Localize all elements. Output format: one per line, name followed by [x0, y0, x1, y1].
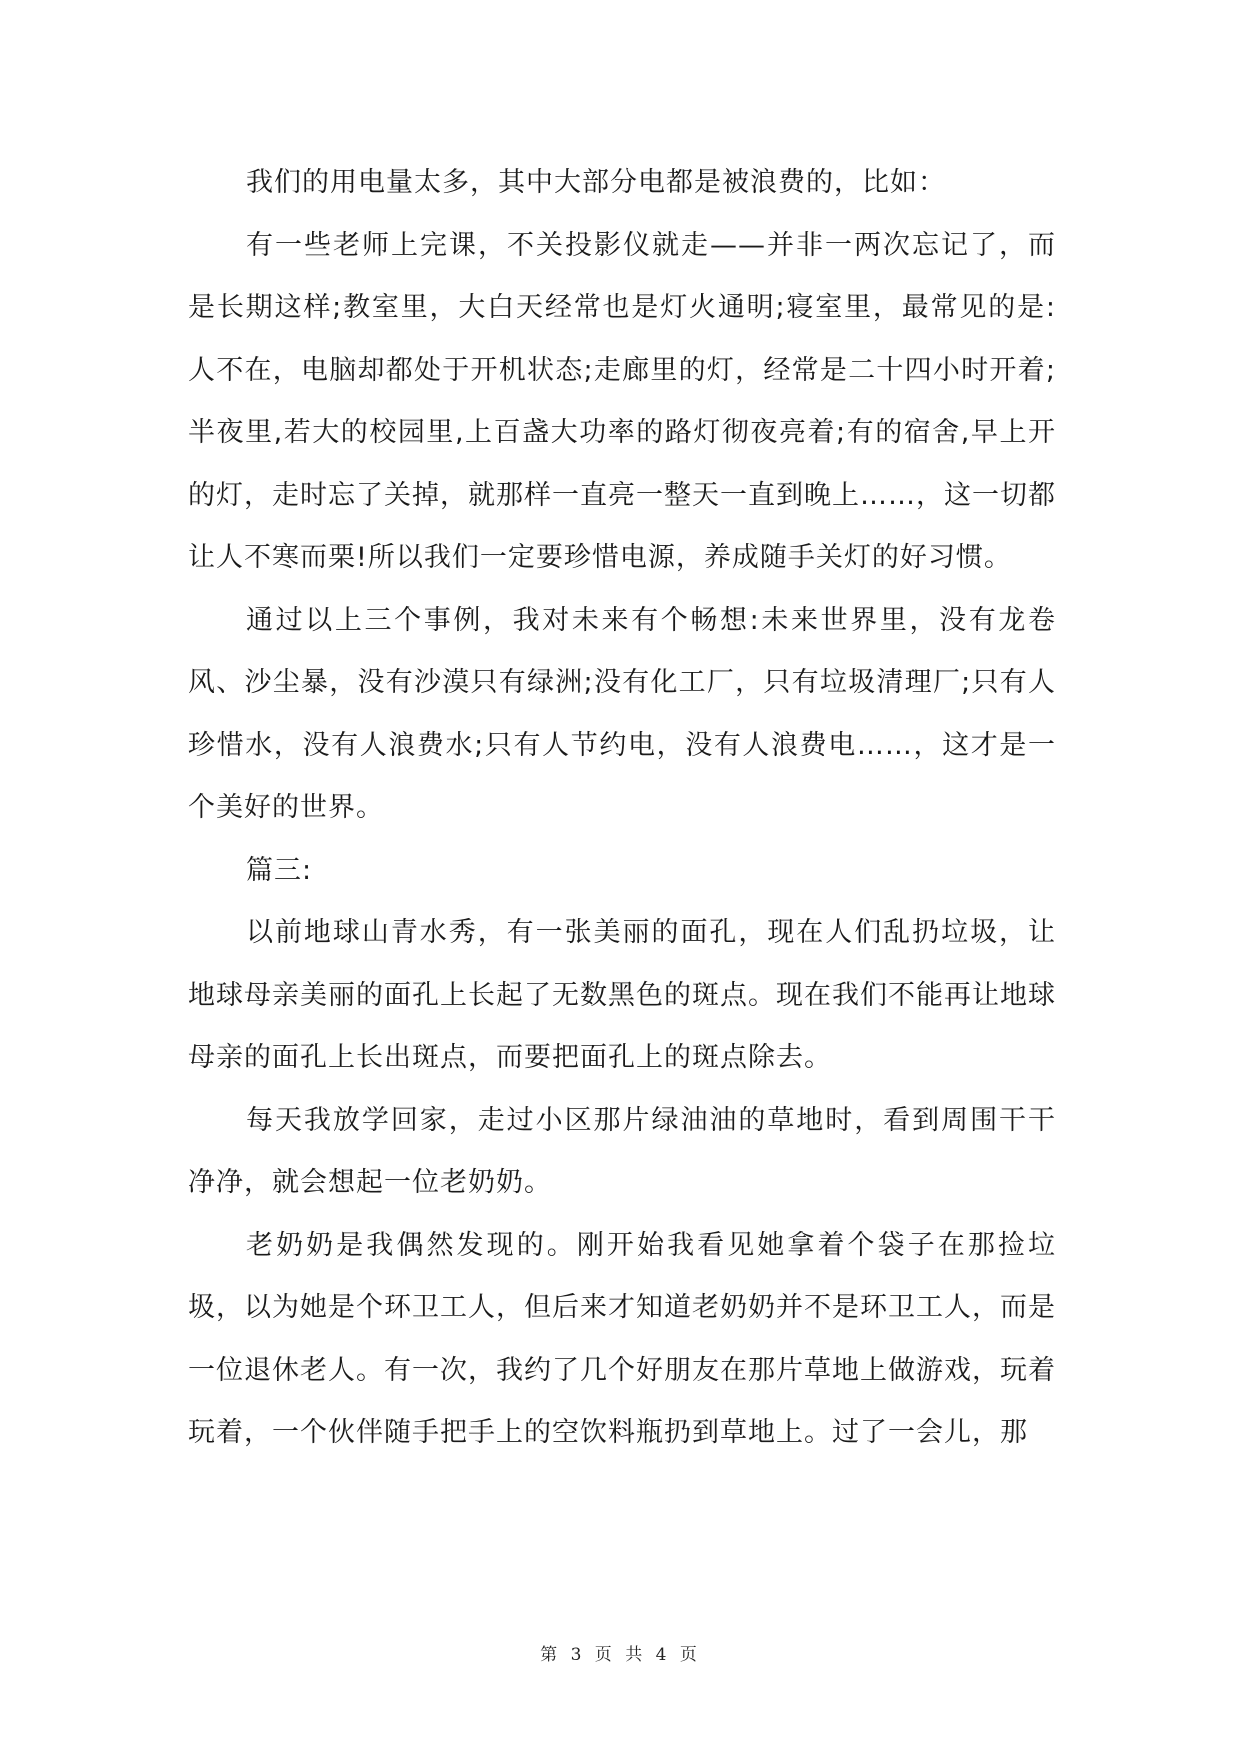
section-heading-part-three: 篇三:	[246, 854, 313, 886]
document-body	[188, 152, 1056, 1465]
paragraph-walking-home: 每天我放学回家，走过小区那片绿油油的草地时，看到周围干干净净，就会想起一位老奶奶。	[188, 1104, 1056, 1198]
page-number-footer: 第 3 页 共 4 页	[540, 1645, 701, 1665]
paragraph-old-grandma: 老奶奶是我偶然发现的。刚开始我看见她拿着个袋子在那捡垃圾，以为她是个环卫工人，但后来才知道老奶奶并不是环卫工人，而是一位退休老人。有一次，我约了几个好朋友在那片草地上做游戏，玩着玩着，一个伙伴随手把手上的空饮料瓶扔到草地上。过了一会儿，那	[188, 1229, 1056, 1448]
paragraph-earth-face: 以前地球山青水秀，有一张美丽的面孔，现在人们乱扔垃圾，让地球母亲美丽的面孔上长起了无数黑色的斑点。现在我们不能再让地球母亲的面孔上长出斑点，而要把面孔上的斑点除去。	[188, 917, 1056, 1073]
paragraph-electricity-waste-intro: 我们的用电量太多，其中大部分电都是被浪费的，比如：	[246, 167, 946, 198]
paragraph-future-vision: 通过以上三个事例，我对未来有个畅想:未来世界里，没有龙卷风、沙尘暴，没有沙漠只有绿洲;没有化工厂，只有垃圾清理厂;只有人珍惜水，没有人浪费水;只有人节约电，没有人浪费电……，这才是一个美好的世界。	[188, 604, 1056, 823]
paragraph-electricity-waste-examples: 有一些老师上完课，不关投影仪就走——并非一两次忘记了，而是长期这样;教室里，大白天经常也是灯火通明;寝室里，最常见的是:人不在，电脑却都处于开机状态;走廊里的灯，经常是二十四小时开着;半夜里,若大的校园里,上百盏大功率的路灯彻夜亮着;有的宿舍,早上开的灯，走时忘了关掉，就那样一直亮一整天一直到晚上……，这一切都让人不寒而栗!所以我们一定要珍惜电源，养成随手关灯的好习惯。	[188, 229, 1056, 573]
